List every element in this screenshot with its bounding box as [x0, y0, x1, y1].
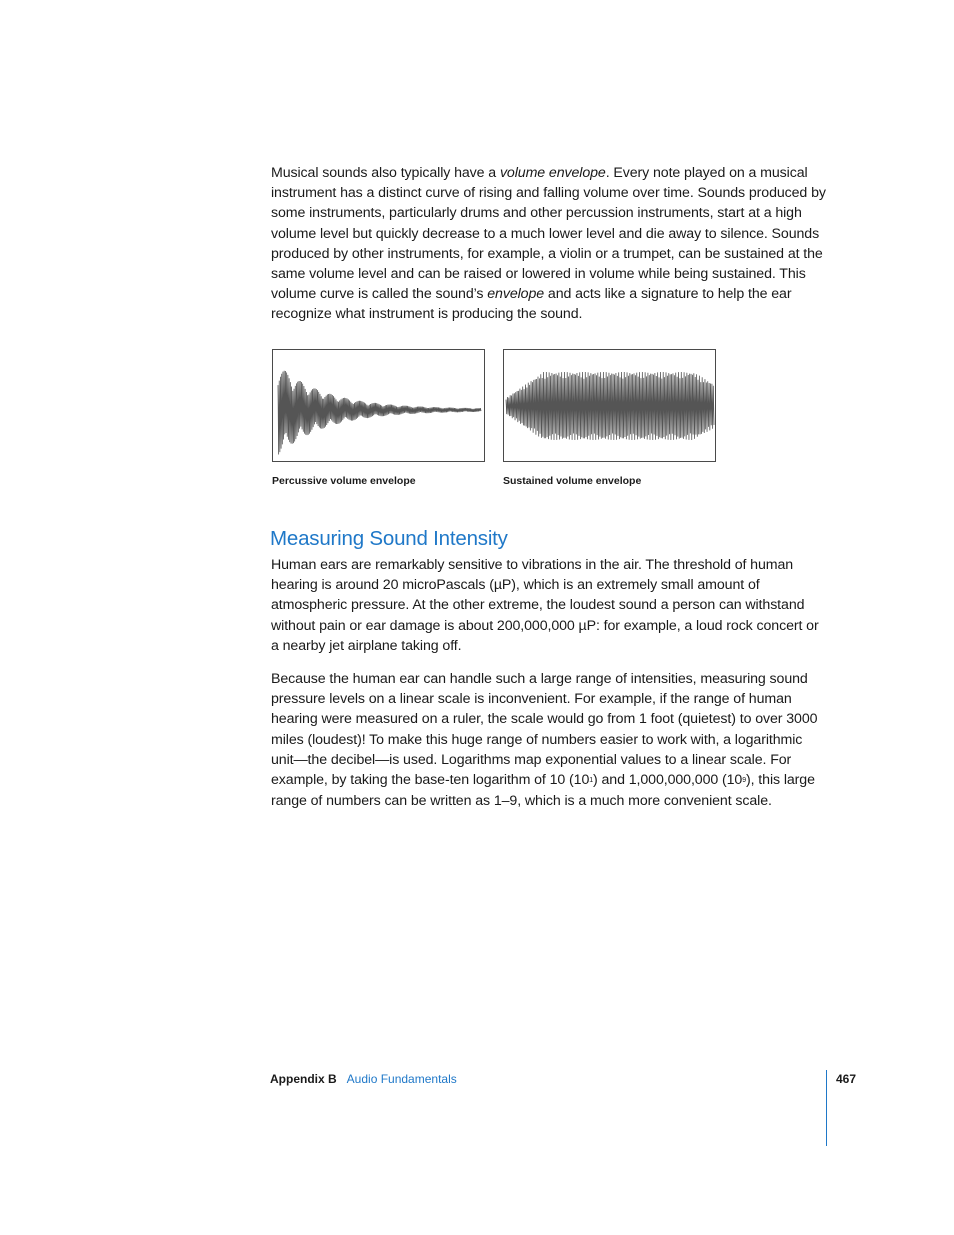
percussive-caption: Percussive volume envelope — [272, 475, 416, 487]
sustained-waveform — [504, 350, 715, 461]
sustained-caption: Sustained volume envelope — [503, 475, 642, 487]
paragraph-volume-envelope: Musical sounds also typically have a volume envelope. Every note played on a musical instrument has a distinct curve of rising and falling volume over time. Sounds produced by some instruments, particularly drums and other percussion instruments, start at a high volume level but quickly decrease to a much lower level and die away to silence. Sounds produced by other instruments, for example, a violin or a trumpet, can be sustained at the same volume level and can be raised or lowered in volume while being sustained. This volume curve is called the sound’s envelope and acts like a signature to help the ear recognize what instrument is producing the sound. — [271, 165, 826, 323]
section-heading: Measuring Sound Intensity — [270, 527, 508, 550]
paragraph-logarithmic-scale: Because the human ear can handle such a large range of intensities, measuring sound pressure levels on a linear scale is inconvenient. For example, if the range of human hearing were measured on a ruler, the scale would go from 1 foot (quietest) to over 3000 miles (loudest)! To make this huge range of numbers easier to work with, a logarithmic unit—the decibel—is used. Logarithms map exponential values to a linear scale. For example, by taking the base-ten logarithm of 10 $(10^1)$ and 1,000,000,000 $(10^9)$, this large range of numbers can be written as 1–9, which is a much more convenient scale. — [271, 671, 818, 810]
footer-chapter-link[interactable]: Audio Fundamentals — [346, 1072, 457, 1086]
percussive-envelope-figure — [272, 349, 485, 462]
footer-appendix: Appendix B — [270, 1072, 337, 1086]
footer-breadcrumb — [270, 1072, 457, 1086]
footer-divider — [826, 1070, 827, 1146]
sustained-envelope-figure — [503, 349, 716, 462]
paragraph-hearing-threshold: Human ears are remarkably sensitive to vibrations in the air. The threshold of human hearing is around 20 microPascals (µP), which is an extremely small amount of atmospheric pressure. At the other extreme, the loudest sound a person can withstand without pain or ear damage is about 200,000,000 µP: for example, a loud rock concert or a nearby jet airplane taking off. — [271, 557, 819, 654]
percussive-waveform — [273, 350, 484, 461]
page-number: 467 — [836, 1072, 857, 1086]
